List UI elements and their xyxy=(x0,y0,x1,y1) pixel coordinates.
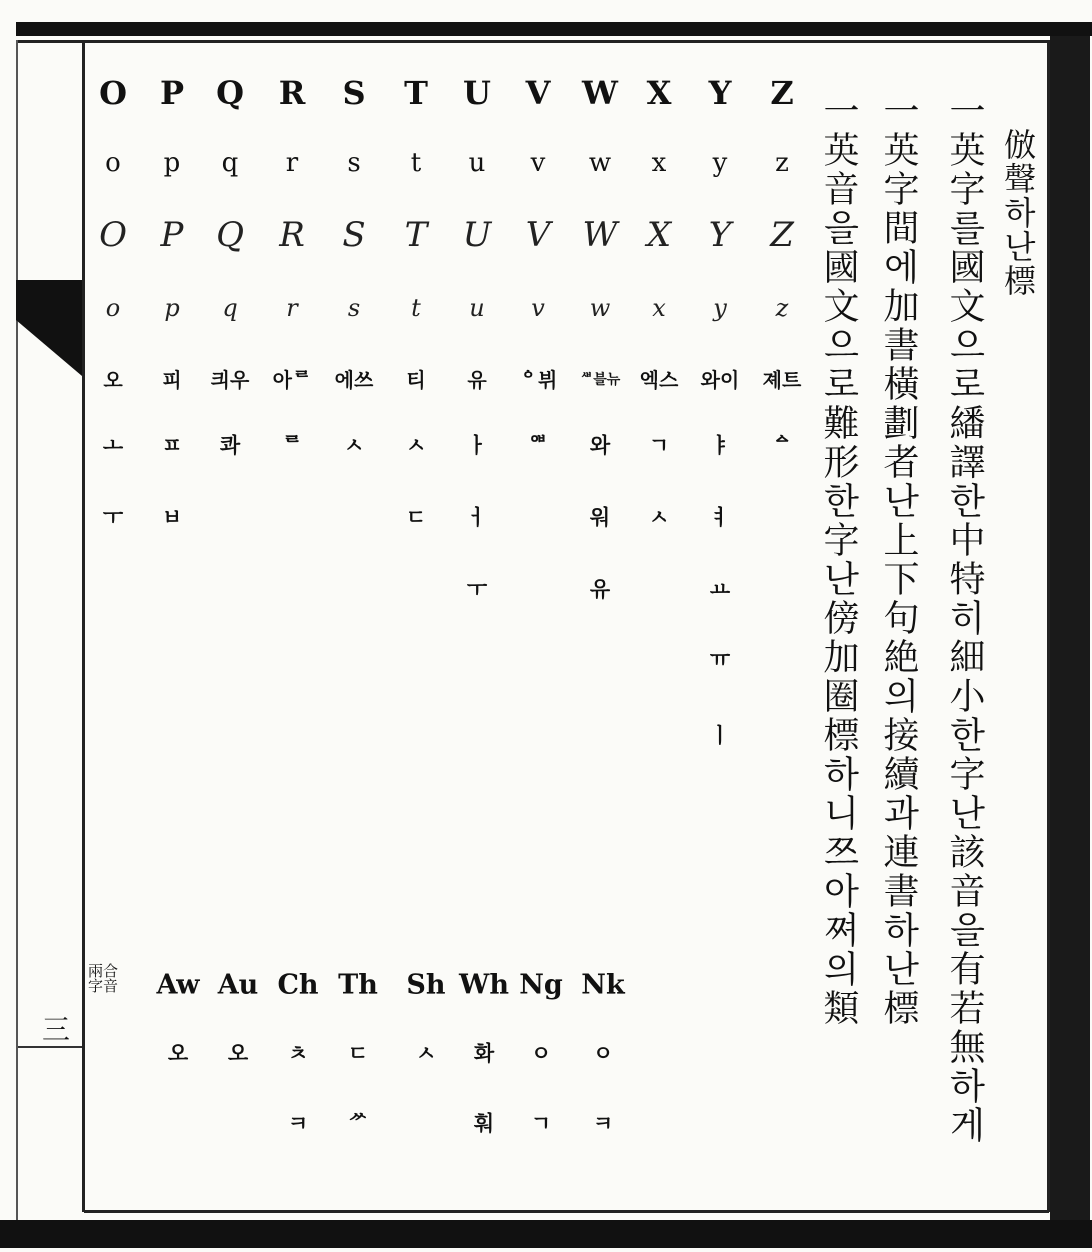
script-uppercase-letter: Z xyxy=(770,215,794,255)
lowercase-letter: y xyxy=(712,148,728,178)
korean-reading: ㅂ xyxy=(161,505,183,530)
digraph-korean: ㅊ xyxy=(287,1041,309,1066)
lowercase-letter: z xyxy=(775,148,789,178)
script-lowercase-letter: q xyxy=(222,294,238,322)
korean-reading: 아ᄅ xyxy=(272,368,312,392)
inner-left-rule xyxy=(82,40,85,1212)
korean-reading: 피 xyxy=(162,368,182,392)
script-uppercase-letter: Q xyxy=(216,215,244,255)
lowercase-letter: s xyxy=(347,148,361,178)
uppercase-letter: Y xyxy=(708,74,732,112)
korean-reading: ㅜ xyxy=(466,577,488,602)
uppercase-letter: Q xyxy=(216,74,244,112)
korean-reading: ㄱ xyxy=(648,433,670,458)
digraph-korean: 오 xyxy=(167,1041,189,1066)
script-lowercase-letter: t xyxy=(411,294,421,322)
digraph-latin: Sh xyxy=(406,969,446,1001)
uppercase-letter: S xyxy=(342,74,366,112)
korean-reading: ㅕ xyxy=(709,505,731,530)
korean-reading: ㅅ xyxy=(648,505,670,530)
script-lowercase-letter: v xyxy=(531,294,545,322)
digraph-korean: ㅇ xyxy=(530,1041,552,1066)
script-uppercase-letter: X xyxy=(646,215,672,255)
script-uppercase-letter: T xyxy=(404,215,428,255)
korean-reading: ㅛ xyxy=(709,577,731,602)
korean-reading: ㄷ xyxy=(405,505,427,530)
digraph-korean: 화 xyxy=(473,1041,495,1066)
korean-reading: ㅗ xyxy=(102,433,124,458)
lowercase-letter: p xyxy=(163,148,181,178)
korean-reading: ᅀ xyxy=(771,433,793,458)
rule-2: 一英字間에加書橫劃者난上下句絶의接續과連書하난標 xyxy=(878,92,919,1028)
korean-reading: 콰 xyxy=(219,433,241,458)
script-uppercase-letter: U xyxy=(462,215,492,255)
lowercase-letter: w xyxy=(588,148,612,178)
korean-reading: ㅅ xyxy=(405,433,427,458)
bottom-border xyxy=(0,1220,1092,1248)
uppercase-letter: W xyxy=(582,74,618,112)
digraph-label xyxy=(88,964,126,994)
korean-reading: 와 xyxy=(589,433,611,458)
korean-reading: 에쓰 xyxy=(334,368,374,392)
script-lowercase-letter: u xyxy=(469,294,485,322)
korean-reading: 졔트 xyxy=(762,368,802,392)
digraph-korean: ㄱ xyxy=(530,1111,552,1136)
script-uppercase-letter: R xyxy=(279,215,305,255)
script-uppercase-letter: P xyxy=(160,215,184,255)
korean-reading: ㅓ xyxy=(466,505,488,530)
lowercase-letter: o xyxy=(105,148,121,178)
bottom-rule xyxy=(84,1210,1049,1213)
script-uppercase-letter: W xyxy=(582,215,618,255)
script-lowercase-letter: z xyxy=(775,294,789,322)
korean-reading: 오 xyxy=(103,368,123,392)
script-uppercase-letter: O xyxy=(99,215,127,255)
script-uppercase-letter: V xyxy=(525,215,551,255)
korean-reading: 워 xyxy=(589,505,611,530)
uppercase-letter: X xyxy=(646,74,672,112)
uppercase-letter: P xyxy=(159,74,185,112)
script-uppercase-letter: S xyxy=(342,215,366,255)
digraph-label-text: 兩合字音 xyxy=(88,962,119,995)
digraph-latin: Wh xyxy=(459,969,509,1001)
korean-reading: ㅣ xyxy=(709,723,731,748)
digraph-latin: Aw xyxy=(156,969,200,1001)
digraph-latin: Nk xyxy=(581,969,625,1001)
korean-reading: ᄅ xyxy=(281,433,303,458)
digraph-latin: Th xyxy=(338,969,378,1001)
script-lowercase-letter: w xyxy=(589,294,611,322)
uppercase-letter: V xyxy=(525,74,551,112)
lowercase-letter: t xyxy=(410,148,422,178)
digraph-korean: 훠 xyxy=(473,1111,495,1136)
script-lowercase-letter: r xyxy=(286,294,298,322)
uppercase-letter: R xyxy=(278,74,306,112)
korean-reading: ᅄ xyxy=(527,433,549,458)
script-lowercase-letter: s xyxy=(347,294,361,322)
korean-reading: ㅅ xyxy=(343,433,365,458)
page-heading: 倣聲하난標 xyxy=(999,128,1037,298)
korean-reading: 엑스 xyxy=(639,368,679,392)
digraph-latin: Ng xyxy=(519,969,563,1001)
korean-reading: ᅌ뷔 xyxy=(518,368,558,392)
korean-reading: 와이 xyxy=(700,368,740,392)
korean-reading: 유 xyxy=(467,368,487,392)
rule-1: 一英字를國文으로繙譯한中特히細小한字난該音을有若無하게 xyxy=(944,92,985,1145)
korean-reading: 유 xyxy=(589,577,611,602)
digraph-korean: ᄽ xyxy=(347,1111,369,1136)
page-number-rule xyxy=(18,1046,82,1048)
lowercase-letter: r xyxy=(285,148,299,178)
korean-reading: 킈우 xyxy=(210,368,250,392)
lowercase-letter: u xyxy=(468,148,486,178)
uppercase-letter: T xyxy=(404,74,428,112)
right-border-shadow xyxy=(1050,36,1090,1226)
korean-reading: 티 xyxy=(406,368,426,392)
lowercase-letter: x xyxy=(651,148,667,178)
top-rule xyxy=(18,40,1080,43)
script-lowercase-letter: o xyxy=(105,294,121,322)
page-tab-ornament xyxy=(16,280,82,376)
digraph-korean: 오 xyxy=(227,1041,249,1066)
rule-3: 一英音을國文으로難形한字난傍加圈標하니쯔아쪄의類 xyxy=(818,92,859,1028)
uppercase-letter: U xyxy=(463,74,491,112)
digraph-korean: ㅋ xyxy=(592,1111,614,1136)
digraph-korean: ㄷ xyxy=(347,1041,369,1066)
digraph-latin: Au xyxy=(217,969,259,1001)
korean-reading: ㅏ xyxy=(466,433,488,458)
korean-reading: ㅑ xyxy=(709,433,731,458)
uppercase-letter: O xyxy=(99,74,127,112)
korean-reading: ㅍ xyxy=(161,433,183,458)
korean-reading: ᄲ블뉴 xyxy=(579,372,621,388)
korean-reading: ㅜ xyxy=(102,505,124,530)
page-number: 三 xyxy=(42,1013,71,1046)
script-lowercase-letter: x xyxy=(652,294,666,322)
script-uppercase-letter: Y xyxy=(708,215,732,255)
digraph-korean: ㅋ xyxy=(287,1111,309,1136)
digraph-korean: ㅅ xyxy=(415,1041,437,1066)
korean-reading: ㅠ xyxy=(709,647,731,672)
digraph-korean: ㅇ xyxy=(592,1041,614,1066)
script-lowercase-letter: p xyxy=(164,294,180,322)
uppercase-letter: Z xyxy=(770,74,794,112)
digraph-latin: Ch xyxy=(277,969,319,1001)
lowercase-letter: q xyxy=(221,148,239,178)
top-border xyxy=(16,22,1092,36)
lowercase-letter: v xyxy=(530,148,546,178)
script-lowercase-letter: y xyxy=(713,294,727,322)
